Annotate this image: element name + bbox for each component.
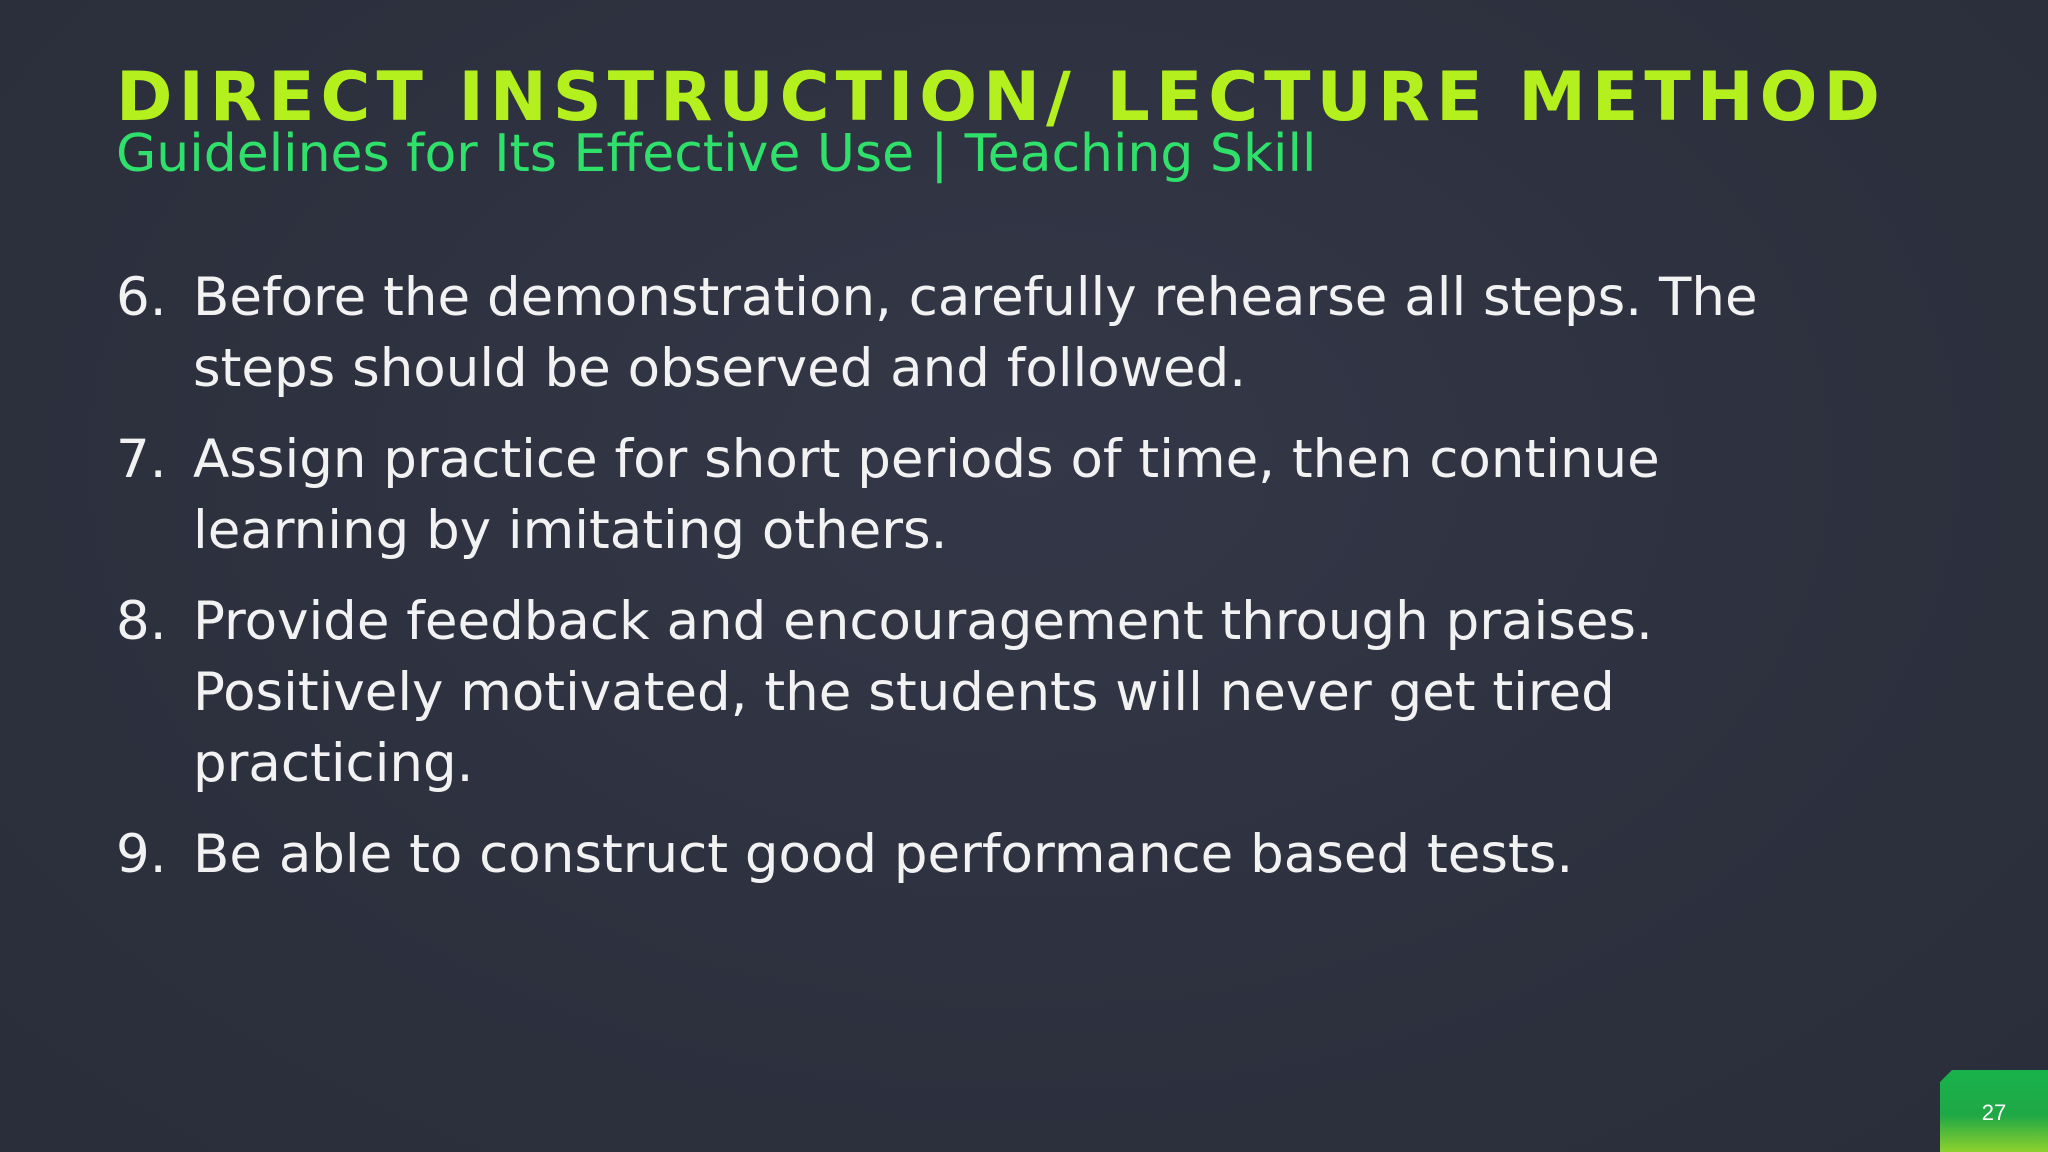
list-item-text: Provide feedback and encouragement through praises. Positively motivated, the students will never get tired practicing. [193, 591, 1653, 794]
list-item-number: 8. [116, 591, 167, 652]
list-item [116, 586, 1816, 799]
list-item [116, 819, 1816, 890]
list-item [116, 424, 1816, 566]
slide-subtitle: Guidelines for Its Effective Use | Teaching Skill [116, 124, 1317, 184]
list-item-text: Assign practice for short periods of time, then continue learning by imitating others. [193, 429, 1660, 561]
slide-title: DIRECT INSTRUCTION/ LECTURE METHOD [116, 58, 1886, 137]
list-item-number: 6. [116, 267, 167, 328]
list-item-text: Before the demonstration, carefully rehearse all steps. The steps should be observed and followed. [193, 267, 1758, 399]
page-number: 27 [1981, 1100, 2007, 1125]
list-item-number: 7. [116, 429, 167, 490]
list-item-text: Be able to construct good performance based tests. [193, 824, 1574, 885]
guidelines-list [116, 262, 1816, 910]
list-item [116, 262, 1816, 404]
list-item-number: 9. [116, 824, 167, 885]
